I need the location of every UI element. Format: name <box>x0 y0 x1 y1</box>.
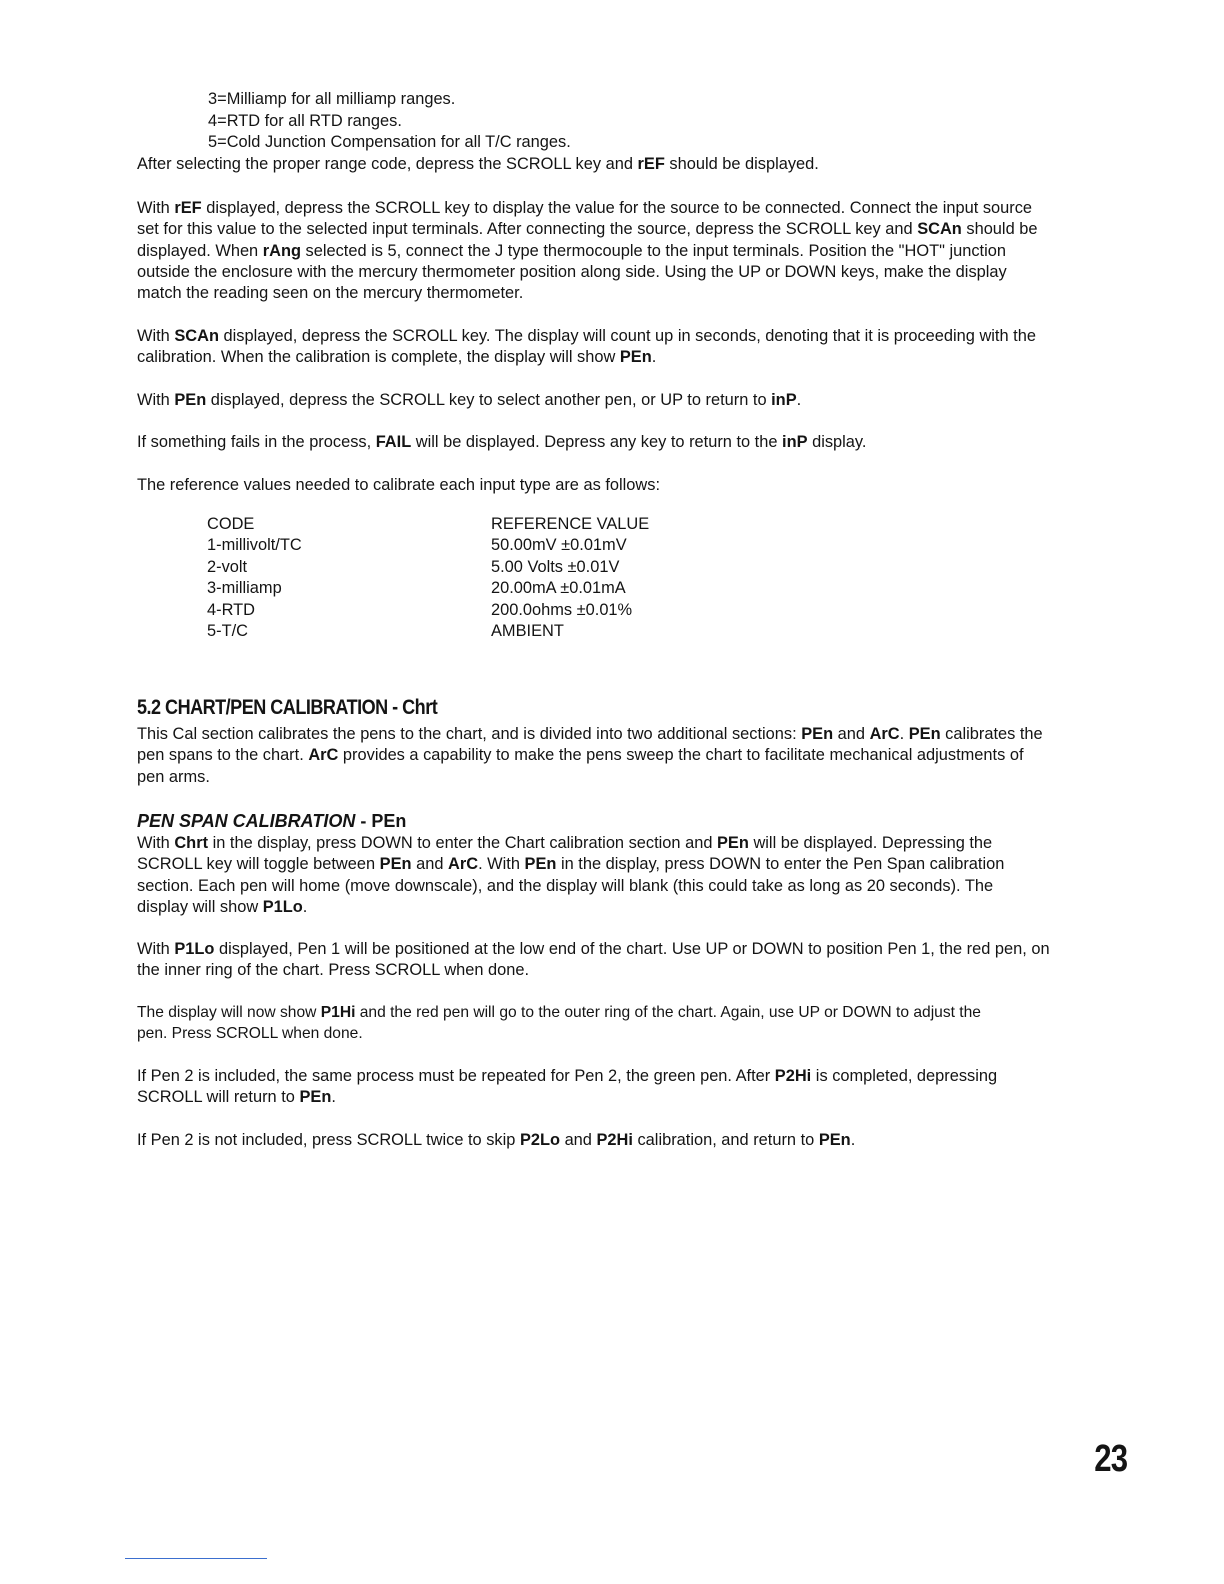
table-cell-code: 3-milliamp <box>207 579 282 598</box>
paragraph-ref: With rEF displayed, depress the SCROLL key to display the value for the source to be connected. Connect the input source set for this value to the selected input terminals. After connecting the source, depress the SCROLL key and SCAn should be displayed. When rAng selected is 5, connect the J type thermocouple to the input terminals. Position the "HOT" junction outside the enclosure with the mercury thermometer position along side. Using the UP or DOWN keys, make the display match the reading seen on the mercury thermometer. <box>137 199 1038 303</box>
table-row <box>207 535 727 556</box>
paragraph-pen-span: With Chrt in the display, press DOWN to enter the Chart calibration section and PEn will be displayed. Depressing the SCROLL key will toggle between PEn and ArC. With PEn in the display, press DOWN to enter the Pen Span calibration section. Each pen will home (move downscale), and the display will blank (this could take as long as 20 seconds). The display will show P1Lo. <box>137 834 1005 916</box>
table-row <box>207 557 727 578</box>
page-number: 23 <box>1093 1438 1127 1480</box>
table-row <box>207 621 727 642</box>
table-cell-value: 200.0ohms ±0.01% <box>491 600 633 619</box>
paragraph-p1lo: With P1Lo displayed, Pen 1 will be positioned at the low end of the chart. Use UP or DOWN to position Pen 1, the red pen, on the inner ring of the chart. Press SCROLL when done. <box>137 940 1050 980</box>
table-cell-code: 1-millivolt/TC <box>207 536 302 555</box>
reference-value-table <box>207 514 727 642</box>
range-code-list <box>208 89 571 154</box>
paragraph-p1hi: The display will now show P1Hi and the red pen will go to the outer ring of the chart. Again, use UP or DOWN to adjust the pen. Press SCROLL when done. <box>137 1004 981 1043</box>
table-row <box>207 578 727 599</box>
list-item: 3=Milliamp for all milliamp ranges. <box>208 90 456 108</box>
table-header-row <box>207 514 727 535</box>
paragraph-pen2: If Pen 2 is included, the same process must be repeated for Pen 2, the green pen. After P2Hi is completed, depressing SCROLL will return to PEn. <box>137 1067 998 1107</box>
paragraph-scan: With SCAn displayed, depress the SCROLL key. The display will count up in seconds, denoting that it is proceeding with the calibration. When the calibration is complete, the display will show PEn. <box>137 327 1036 367</box>
paragraph-pen: With PEn displayed, depress the SCROLL key to select another pen, or UP to return to inP. <box>137 391 802 409</box>
paragraph-after-selecting: After selecting the proper range code, depress the SCROLL key and rEF should be displayed. <box>137 155 819 173</box>
table-cell-value: 20.00mA ±0.01mA <box>491 579 626 598</box>
list-item: 5=Cold Junction Compensation for all T/C ranges. <box>208 133 571 151</box>
paragraph-section-intro: This Cal section calibrates the pens to the chart, and is divided into two additional sections: PEn and ArC. PEn calibrates the pen spans to the chart. ArC provides a capability to make the pens sweep the chart to facilitate mechanical adjustments of pen arms. <box>137 725 1043 786</box>
table-header-code: CODE <box>207 515 255 533</box>
table-header-reference: REFERENCE VALUE <box>491 515 650 533</box>
paragraph-no-pen2: If Pen 2 is not included, press SCROLL twice to skip P2Lo and P2Hi calibration, and return to PEn. <box>137 1131 856 1149</box>
list-item: 4=RTD for all RTD ranges. <box>208 111 402 130</box>
table-cell-code: 2-volt <box>207 557 248 576</box>
table-cell-code: 4-RTD <box>207 600 255 619</box>
subsection-heading: PEN SPAN CALIBRATION - PEn <box>137 811 407 831</box>
table-cell-value: AMBIENT <box>491 621 564 640</box>
paragraph-reference-values: The reference values needed to calibrate each input type are as follows: <box>137 476 660 494</box>
footer-rule <box>125 1558 267 1559</box>
table-cell-code: 5-T/C <box>207 621 248 640</box>
table-row <box>207 600 727 621</box>
table-cell-value: 5.00 Volts ±0.01V <box>491 557 620 576</box>
paragraph-fail: If something fails in the process, FAIL will be displayed. Depress any key to return to the inP display. <box>137 433 867 451</box>
section-heading: 5.2 CHART/PEN CALIBRATION - Chrt <box>137 696 438 719</box>
table-cell-value: 50.00mV ±0.01mV <box>491 536 627 555</box>
